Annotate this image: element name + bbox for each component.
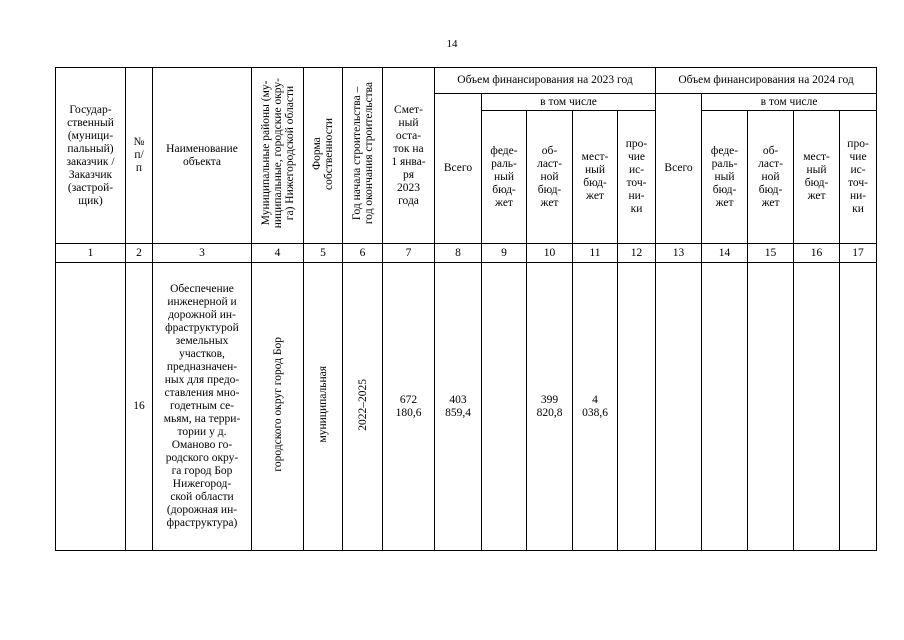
header-including-2024: в том числе bbox=[702, 94, 877, 111]
header-funding-2024: Объем финансирования на 2024 год bbox=[656, 68, 877, 94]
column-number: 9 bbox=[482, 244, 527, 263]
header-years bbox=[343, 68, 383, 244]
header-regional-2023: об- ласт- ной бюд- жет bbox=[527, 111, 573, 244]
cell-regional-2023: 399 820,8 bbox=[527, 263, 573, 551]
header-other-2023: про- чие ис- точ- ни- ки bbox=[618, 111, 656, 244]
column-number: 16 bbox=[794, 244, 840, 263]
header-estimate: Смет- ный оста- ток на 1 янва- ря 2023 года bbox=[383, 68, 435, 244]
column-number: 2 bbox=[126, 244, 153, 263]
cell-total-2024 bbox=[656, 263, 702, 551]
header-years-text: Год начала строительства – год окончания строительства bbox=[350, 82, 375, 225]
cell-years bbox=[343, 263, 383, 551]
column-number: 15 bbox=[748, 244, 794, 263]
header-including-2023: в том числе bbox=[482, 94, 656, 111]
column-number: 3 bbox=[153, 244, 252, 263]
header-local-2023: мест- ный бюд- жет bbox=[573, 111, 618, 244]
header-number: № п/ п bbox=[126, 68, 153, 244]
column-number: 4 bbox=[252, 244, 304, 263]
page-number: 14 bbox=[446, 38, 458, 50]
column-number: 11 bbox=[573, 244, 618, 263]
cell-other-2023 bbox=[618, 263, 656, 551]
header-local-2024: мест- ный бюд- жет bbox=[794, 111, 840, 244]
column-number: 8 bbox=[435, 244, 482, 263]
cell-local-2023: 4 038,6 bbox=[573, 263, 618, 551]
cell-district-text: городского округ город Бор bbox=[271, 337, 284, 472]
column-number: 10 bbox=[527, 244, 573, 263]
column-number: 13 bbox=[656, 244, 702, 263]
cell-ownership-text: муниципальная bbox=[317, 366, 329, 443]
header-other-2024: про- чие ис- точ- ни- ки bbox=[840, 111, 877, 244]
cell-local-2024 bbox=[794, 263, 840, 551]
cell-years-text: 2022–2025 bbox=[356, 378, 369, 431]
header-total-2023: Всего bbox=[435, 94, 482, 244]
header-row-1 bbox=[56, 68, 877, 94]
header-customer: Государ- ственный (муници- пальный) заказчик / Заказчик (застрой- щик) bbox=[56, 68, 126, 244]
header-ownership bbox=[304, 68, 343, 244]
table-row bbox=[56, 263, 877, 551]
header-ownership-text: Форма собственности bbox=[311, 117, 335, 190]
header-funding-2023: Объем финансирования на 2023 год bbox=[435, 68, 656, 94]
header-federal-2023: феде- раль- ный бюд- жет bbox=[482, 111, 527, 244]
header-districts-text: Муниципальные районы (му- ниципальные, городские окру- га) Нижегородской области bbox=[259, 78, 296, 229]
column-number: 1 bbox=[56, 244, 126, 263]
column-number: 7 bbox=[383, 244, 435, 263]
investment-table bbox=[55, 67, 877, 551]
cell-federal-2024 bbox=[702, 263, 748, 551]
cell-district bbox=[252, 263, 304, 551]
column-number-row bbox=[56, 244, 877, 263]
column-number: 17 bbox=[840, 244, 877, 263]
cell-ownership bbox=[304, 263, 343, 551]
column-number: 12 bbox=[618, 244, 656, 263]
cell-federal-2023 bbox=[482, 263, 527, 551]
cell-object-name: Обеспечение инженерной и дорожной ин- фраструктурой земельных участков, предназначен- ных для предо- ставления мно- годетным се- мьям, на терри- тории у д. Оманово го- родского окру- га город Бор Нижегород- ской области (дорожная ин- фраструктура) bbox=[153, 263, 252, 551]
header-districts bbox=[252, 68, 304, 244]
header-object-name: Наименование объекта bbox=[153, 68, 252, 244]
cell-number: 16 bbox=[126, 263, 153, 551]
column-number: 5 bbox=[304, 244, 343, 263]
column-number: 14 bbox=[702, 244, 748, 263]
cell-regional-2024 bbox=[748, 263, 794, 551]
column-number: 6 bbox=[343, 244, 383, 263]
cell-estimate: 672 180,6 bbox=[383, 263, 435, 551]
header-federal-2024: феде- раль- ный бюд- жет bbox=[702, 111, 748, 244]
header-regional-2024: об- ласт- ной бюд- жет bbox=[748, 111, 794, 244]
cell-customer bbox=[56, 263, 126, 551]
header-total-2024: Всего bbox=[656, 94, 702, 244]
cell-other-2024 bbox=[840, 263, 877, 551]
cell-total-2023: 403 859,4 bbox=[435, 263, 482, 551]
